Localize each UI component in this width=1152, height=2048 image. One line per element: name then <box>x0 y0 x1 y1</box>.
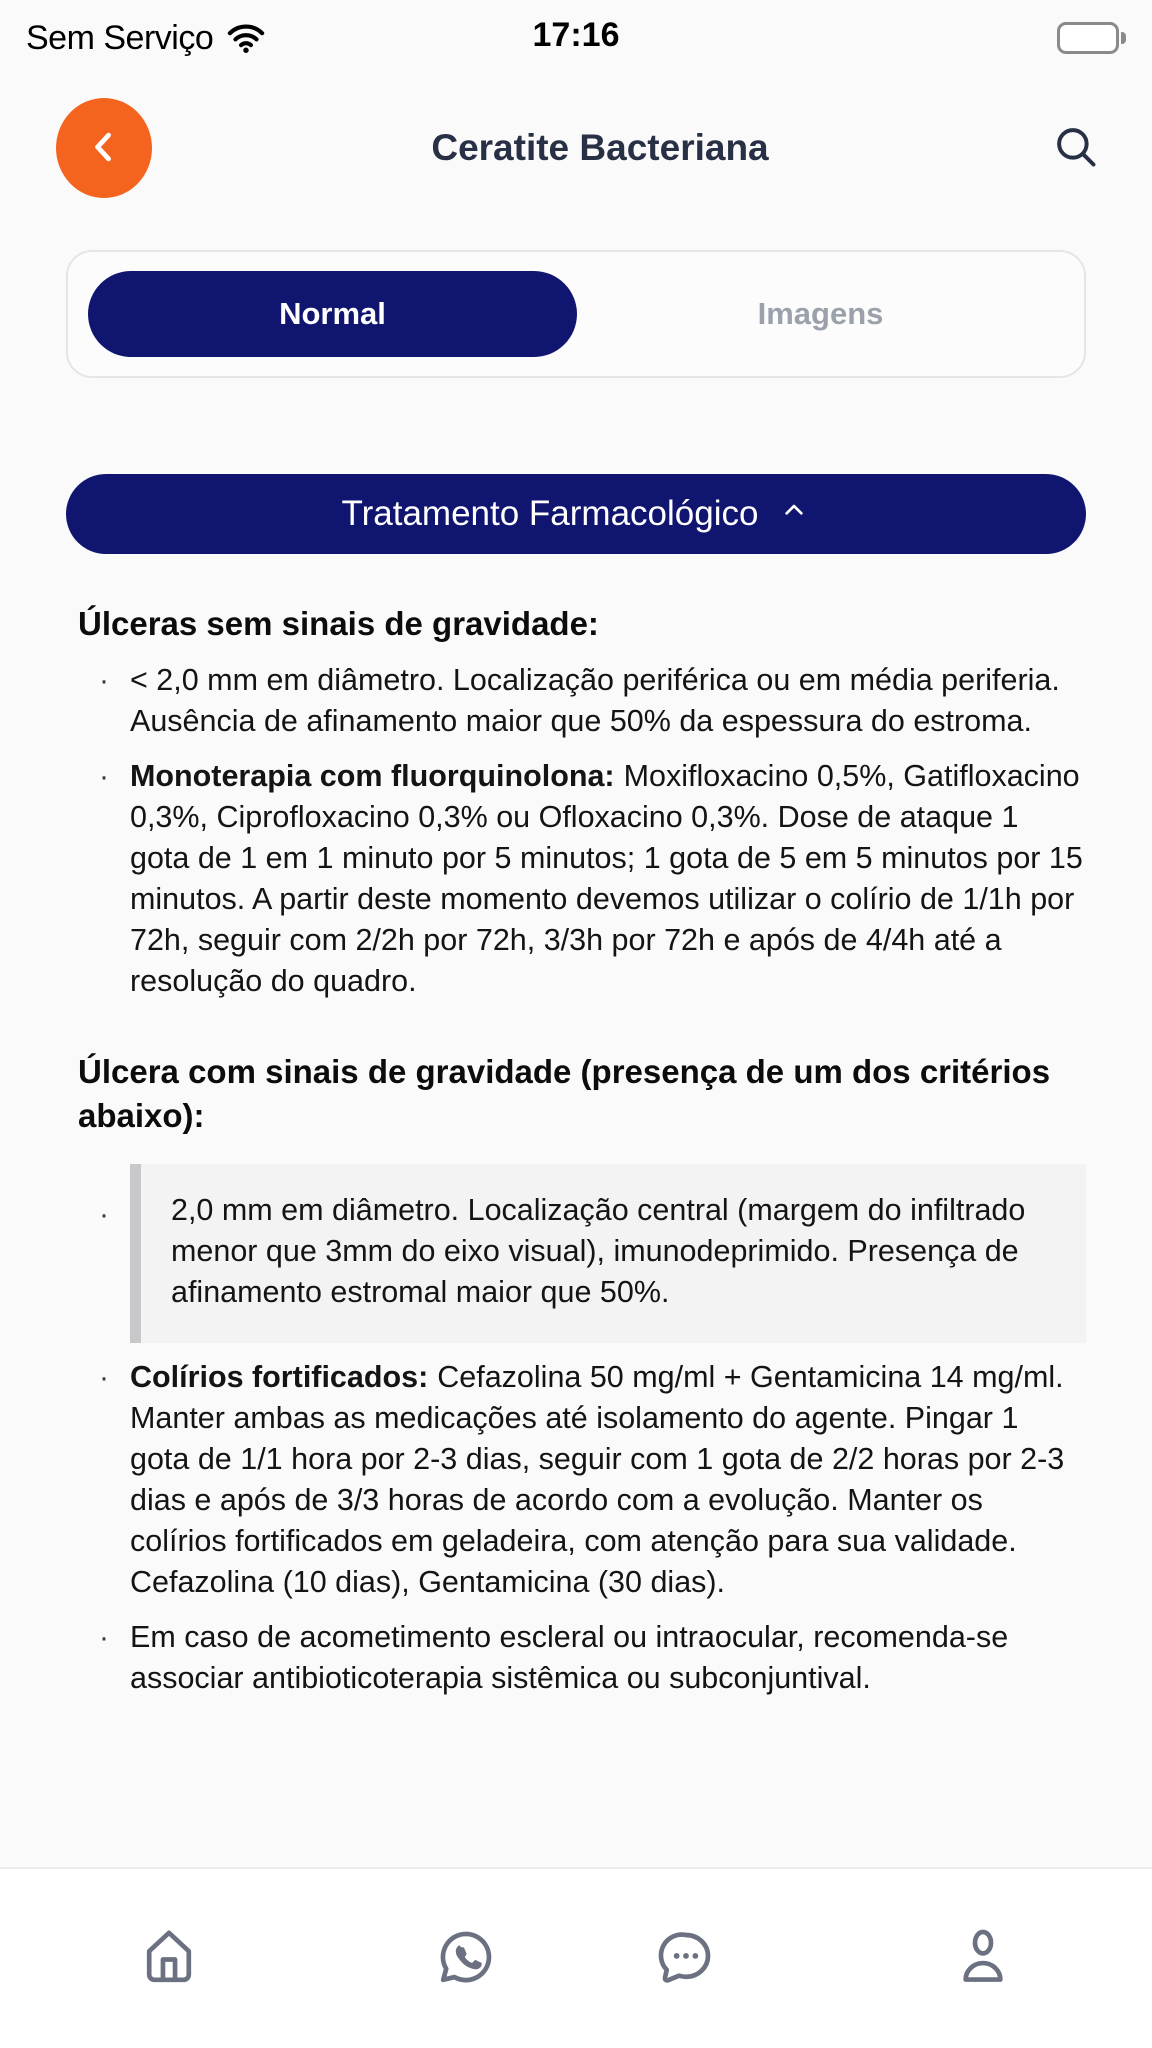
nav-whatsapp-button[interactable] <box>356 1924 576 1993</box>
section-header-tratamento-farmacologico[interactable] <box>66 474 1086 554</box>
page-title: Ceratite Bacteriana <box>431 127 769 168</box>
chat-icon <box>653 1924 719 1993</box>
bullet-antibioticoterapia-sistemica: Em caso de acometimento escleral ou intraocular, recomenda-se associar antibioticoterapia sistêmica ou subconjuntival. <box>130 1620 1009 1695</box>
status-bar <box>0 0 1152 62</box>
home-icon <box>136 1924 202 1993</box>
chevron-up-icon <box>778 494 810 535</box>
search-button[interactable] <box>1048 120 1104 176</box>
chevron-left-icon <box>82 125 126 172</box>
whatsapp-icon <box>433 1924 499 1993</box>
view-mode-tabs <box>66 250 1086 378</box>
bullet-marker: · <box>99 1361 109 1394</box>
list-item <box>78 756 1086 1002</box>
app-header <box>56 98 1104 198</box>
section-title: Tratamento Farmacológico <box>341 494 759 533</box>
list-item <box>78 1164 1086 1343</box>
heading-ulceras-sem-gravidade: Úlceras sem sinais de gravidade: <box>78 605 599 642</box>
bullet-marker: · <box>99 664 109 697</box>
tab-imagens[interactable]: Imagens <box>577 296 1064 332</box>
list-item <box>78 1357 1086 1603</box>
nav-chat-button[interactable] <box>576 1924 796 1993</box>
bullet-monoterapia: Monoterapia com fluorquinolona: Moxifloxacino 0,5%, Gatifloxacino 0,3%, Ciprofloxacino 0,3% ou Ofloxacino 0,3%. Dose de ataque 1 gota de 1 em 1 minuto por 5 minutos; 1 gota de 5 em 5 minutos por 15 minutos. A partir deste momento devemos utilizar o colírio de 1/1h por 72h, seguir com 2/2h por 72h, 3/3h por 72h e após de 4/4h até a resolução do quadro. <box>130 759 1083 998</box>
bullet-marker: · <box>99 760 109 793</box>
bullet-size-criteria: < 2,0 mm em diâmetro. Localização periférica ou em média periferia. Ausência de afinamento maior que 50% da espessura do estroma. <box>130 663 1060 738</box>
tab-normal[interactable]: Normal <box>88 271 577 357</box>
clock: 17:16 <box>532 16 620 54</box>
profile-icon <box>950 1924 1016 1993</box>
list-item <box>78 660 1086 742</box>
carrier-label: Sem Serviço <box>26 18 214 57</box>
bullet-marker: · <box>99 1198 109 1231</box>
bullet-marker: · <box>99 1621 109 1654</box>
list-item <box>78 1617 1086 1699</box>
back-button[interactable] <box>56 98 152 198</box>
bottom-navigation <box>0 1867 1152 2048</box>
search-icon <box>1051 122 1101 175</box>
severity-criteria-quote: 2,0 mm em diâmetro. Localização central (margem do infiltrado menor que 3mm do eixo visual), imunodeprimido. Presença de afinamento estromal maior que 50%. <box>130 1164 1086 1343</box>
heading-ulcera-com-gravidade: Úlcera com sinais de gravidade (presença de um dos critérios abaixo): <box>78 1053 1051 1134</box>
bullet-colirios-fortificados: Colírios fortificados: Cefazolina 50 mg/ml + Gentamicina 14 mg/ml. Manter ambas as medicações até isolamento do agente. Pingar 1 gota de 1/1 hora por 2-3 dias, seguir com 1 gota de 2/2 horas por 2-3 dias e após de 3/3 horas de acordo com a evolução. Manter os colírios fortificados em geladeira, com atenção para sua validade. Cefazolina (10 dias), Gentamicina (30 dias). <box>130 1360 1065 1599</box>
nav-profile-button[interactable] <box>796 1924 1016 1993</box>
section-content <box>78 602 1086 1699</box>
nav-home-button[interactable] <box>136 1924 356 1993</box>
